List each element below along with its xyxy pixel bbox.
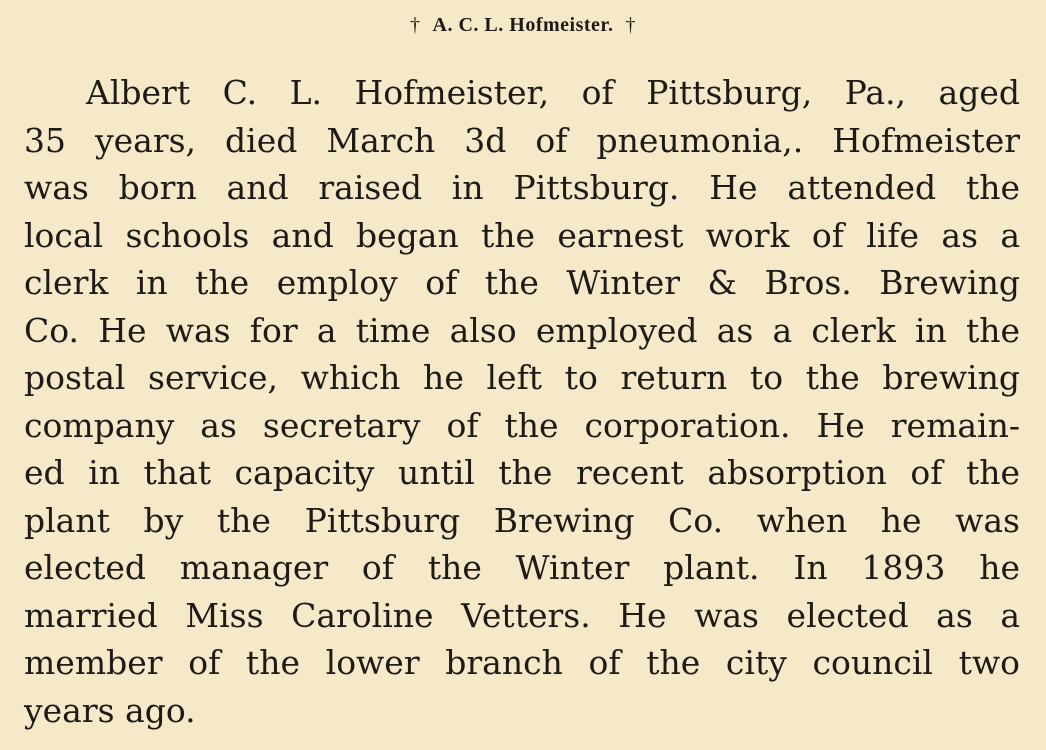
article-line: elected manager of the Winter plant. In 1893 he xyxy=(24,548,1020,587)
article-line: 35 years, died March 3d of pneumonia,. Hofmeister xyxy=(24,120,1020,160)
article-line: local schools and began the earnest work of life as a xyxy=(24,215,1020,255)
article-line: ed in that capacity until the recent absorption of the xyxy=(24,453,1020,492)
article-line: Co. He was for a time also employed as a clerk in the xyxy=(24,310,1020,350)
article-line: clerk in the employ of the Winter & Bros. Brewing xyxy=(24,263,1020,302)
article-line: member of the lower branch of the city council two xyxy=(24,643,1020,682)
article-line: years ago. xyxy=(24,690,196,730)
article-line: plant by the Pittsburg Brewing Co. when he was xyxy=(24,500,1020,540)
obituary-heading xyxy=(0,14,1046,37)
article-line: company as secretary of the corporation. He remain- xyxy=(24,405,1020,445)
obituary-title: A. C. L. Hofmeister. xyxy=(432,14,614,36)
article-line: postal service, which he left to return to the brewing xyxy=(24,358,1020,397)
obituary-article xyxy=(24,69,1020,734)
article-line: married Miss Caroline Vetters. He was elected as a xyxy=(24,595,1020,635)
dagger-right-icon: † xyxy=(625,14,636,36)
article-line: was born and raised in Pittsburg. He attended the xyxy=(24,168,1020,207)
article-line: Albert C. L. Hofmeister, of Pittsburg, Pa., aged xyxy=(86,73,1020,112)
dagger-left-icon: † xyxy=(410,14,421,36)
